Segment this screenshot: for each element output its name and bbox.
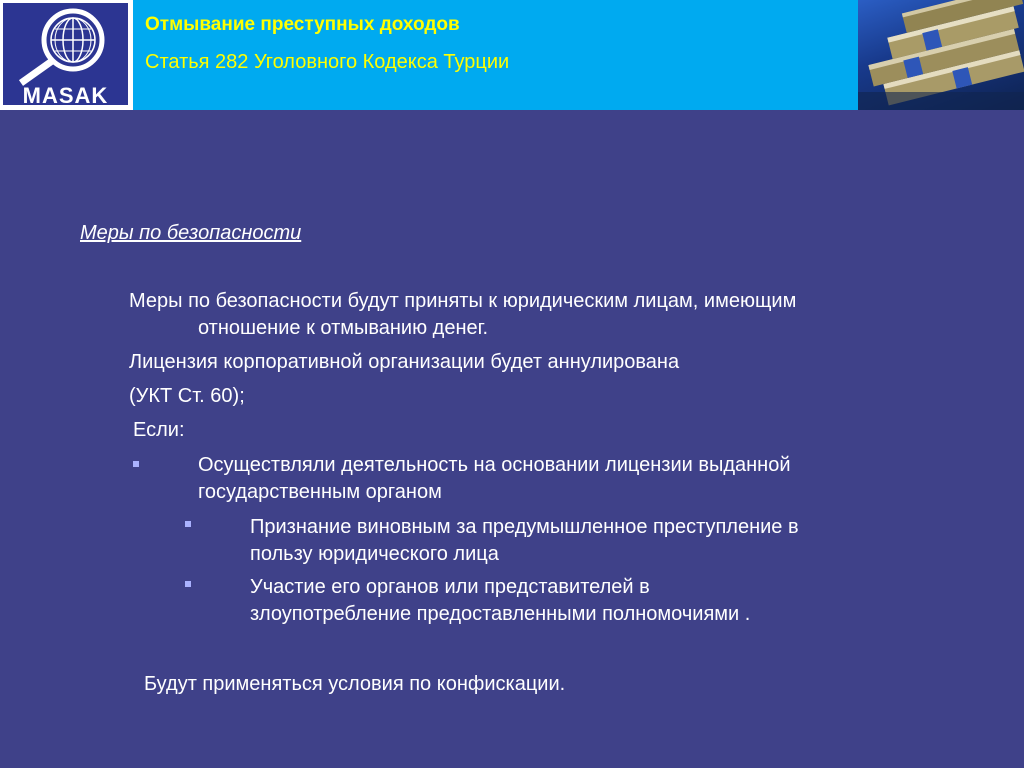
sub-bullet-marker <box>185 521 191 527</box>
paragraph-license: Лицензия корпоративной организации будет аннулирована <box>129 351 680 373</box>
slide-subtitle: Статья 282 Уголовного Кодекса Турции <box>145 51 510 73</box>
paragraph-confiscation: Будут применяться условия по конфискации. <box>144 673 566 695</box>
slide-title: Отмывание преступных доходов <box>145 14 460 35</box>
slide-header <box>0 0 1024 110</box>
sub-bullet-item-line1: Участие его органов или представителей в <box>250 576 650 598</box>
paragraph-if: Если: <box>133 419 185 441</box>
paragraph-measures-line2: отношение к отмыванию денег. <box>198 317 489 339</box>
sub-bullet-item-line2: злоупотребление предоставленными полномочиями . <box>250 603 751 625</box>
bullet-marker <box>133 461 139 467</box>
sub-bullet-item-line2: пользу юридического лица <box>250 543 499 565</box>
paragraph-measures-line1: Меры по безопасности будут приняты к юридическим лицам, имеющим <box>129 290 797 312</box>
paragraph-article-ref: (УКТ Ст. 60); <box>129 385 245 407</box>
sub-bullet-item-line1: Признание виновным за предумышленное преступление в <box>250 516 799 538</box>
section-heading: Меры по безопасности <box>80 222 302 244</box>
money-image <box>858 0 1024 110</box>
logo-text: MASAK <box>22 83 109 108</box>
sub-bullet-marker <box>185 581 191 587</box>
masak-logo <box>0 0 133 110</box>
bullet-item-line2: государственным органом <box>198 481 442 503</box>
bullet-item-line1: Осуществляли деятельность на основании лицензии выданной <box>198 454 791 476</box>
